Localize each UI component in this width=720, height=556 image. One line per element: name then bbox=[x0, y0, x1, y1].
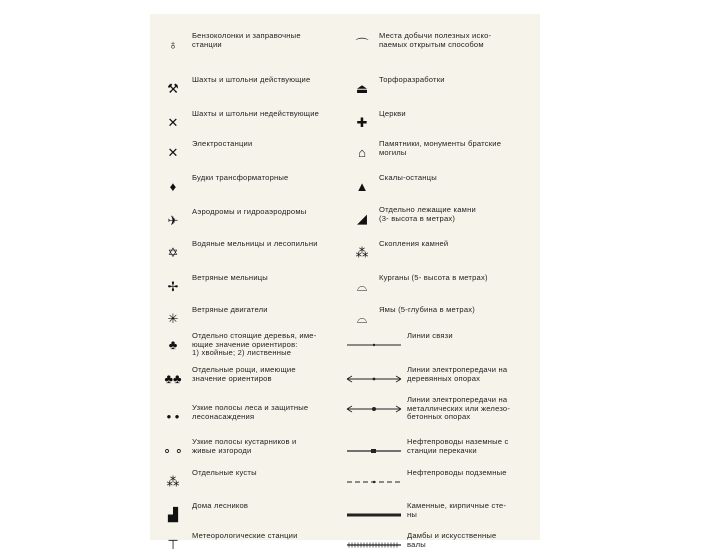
legend-entry-label: Скопления камней bbox=[379, 239, 449, 248]
single-tree-icon: ♣ bbox=[168, 336, 178, 352]
legend-entry-label: Ветряные двигатели bbox=[192, 305, 268, 314]
legend-entry-label: Торфоразработки bbox=[379, 75, 445, 84]
line-pipe-above-icon bbox=[345, 444, 403, 458]
line-dam-icon bbox=[345, 538, 403, 552]
legend-entry-label: Узкие полосы леса и защитные лесонасаждения bbox=[192, 403, 309, 421]
legend-entry-label: Отдельные кусты bbox=[192, 468, 257, 477]
legend-entry-label: Водяные мельницы и лесопильни bbox=[192, 239, 318, 248]
legend-entry-label: Шахты и штольни действующие bbox=[192, 75, 311, 84]
open-pit-mining-icon: ⌒ bbox=[355, 36, 369, 52]
legend-entry-label: Нефтепроводы подземные bbox=[407, 468, 507, 477]
fuel-station-icon: ♁ bbox=[168, 36, 178, 52]
grove-icon: ♣♣ bbox=[164, 370, 182, 386]
legend-entry-label: Места добычи полезных иско- паемых открытым способом bbox=[379, 31, 492, 49]
legend-entry-label: Отдельно лежащие камни (3- высота в метрах) bbox=[379, 205, 476, 223]
water-mill-icon: ✡ bbox=[167, 244, 179, 260]
wind-engine-icon: ✳ bbox=[167, 310, 179, 326]
line-pipe-under-icon bbox=[345, 475, 403, 489]
stone-cluster-icon: ⁂ bbox=[355, 244, 369, 260]
legend-entry-label: Ямы (5-глубина в метрах) bbox=[379, 305, 475, 314]
cemetery-icon: ✚ bbox=[356, 114, 368, 130]
legend-entry-label: Нефтепроводы наземные с станции перекачки bbox=[407, 437, 509, 455]
pit-icon: ⌓ bbox=[356, 310, 368, 326]
legend-sheet bbox=[150, 14, 540, 552]
legend-entry-label: Курганы (5- высота в метрах) bbox=[379, 273, 488, 282]
legend-entry-label: Ветряные мельницы bbox=[192, 273, 268, 282]
legend-entry-label: Дома лесников bbox=[192, 501, 249, 510]
line-power-wood-icon bbox=[345, 372, 403, 386]
line-comms-icon bbox=[345, 338, 403, 352]
legend-entry-label: Электростанции bbox=[192, 139, 253, 148]
forest-belt-icon: • • bbox=[166, 408, 180, 424]
forester-house-icon: ▟ bbox=[168, 506, 178, 522]
legend-entry-label: Будки трансформаторные bbox=[192, 173, 289, 182]
legend-entry-label: Церкви bbox=[379, 109, 406, 118]
inactive-mine-icon: ✕ bbox=[167, 114, 179, 130]
boulder-icon: ◢ bbox=[357, 210, 367, 226]
kurgan-icon: ⌓ bbox=[356, 278, 368, 294]
airfield-icon: ✈ bbox=[167, 212, 179, 228]
legend-entry-label: Памятники, монументы братские могилы bbox=[379, 139, 502, 157]
legend-entry-label: Узкие полосы кустарников и живые изгороди bbox=[192, 437, 297, 455]
legend-entry-label: Отдельно стоящие деревья, име- ющие значение ориентиров: 1) хвойные; 2) лиственные bbox=[192, 331, 317, 358]
legend-entry-label: Линии связи bbox=[407, 331, 453, 340]
line-power-metal-icon bbox=[345, 402, 403, 416]
line-wall-icon bbox=[345, 508, 403, 522]
legend-entry-label: Шахты и штольни недействующие bbox=[192, 109, 320, 118]
legend-entry-label: Дамбы и искусственные валы bbox=[407, 531, 497, 549]
transformer-booth-icon: ♦ bbox=[169, 178, 177, 194]
monument-icon: ⌂ bbox=[358, 144, 366, 160]
peat-workings-icon: ⏏ bbox=[355, 80, 369, 96]
shrub-belt-icon: ∘ ∘ bbox=[163, 442, 183, 458]
windmill-icon: ✢ bbox=[167, 278, 179, 294]
power-station-icon: ✕ bbox=[167, 144, 179, 160]
weather-station-icon: ⊤ bbox=[167, 536, 179, 552]
legend-entry-label: Линии электропередачи на деревянных опорах bbox=[407, 365, 508, 383]
legend-entry-label: Метеорологические станции bbox=[192, 531, 298, 540]
legend-entry-label: Бензоколонки и заправочные станции bbox=[192, 31, 301, 49]
legend-entry-label: Аэродромы и гидроаэродромы bbox=[192, 207, 307, 216]
legend-entry-label: Линии электропередачи на металлических или железо- бетонных опорах bbox=[407, 395, 511, 422]
legend-entry-label: Скалы-останцы bbox=[379, 173, 437, 182]
single-shrub-icon: ⁂ bbox=[166, 473, 180, 489]
legend-entry-label: Каменные, кирпичные сте- ны bbox=[407, 501, 507, 519]
rock-pillar-icon: ▲ bbox=[355, 178, 369, 194]
active-mine-icon: ⚒ bbox=[167, 80, 179, 96]
legend-entry-label: Отдельные рощи, имеющие значение ориентиров bbox=[192, 365, 296, 383]
